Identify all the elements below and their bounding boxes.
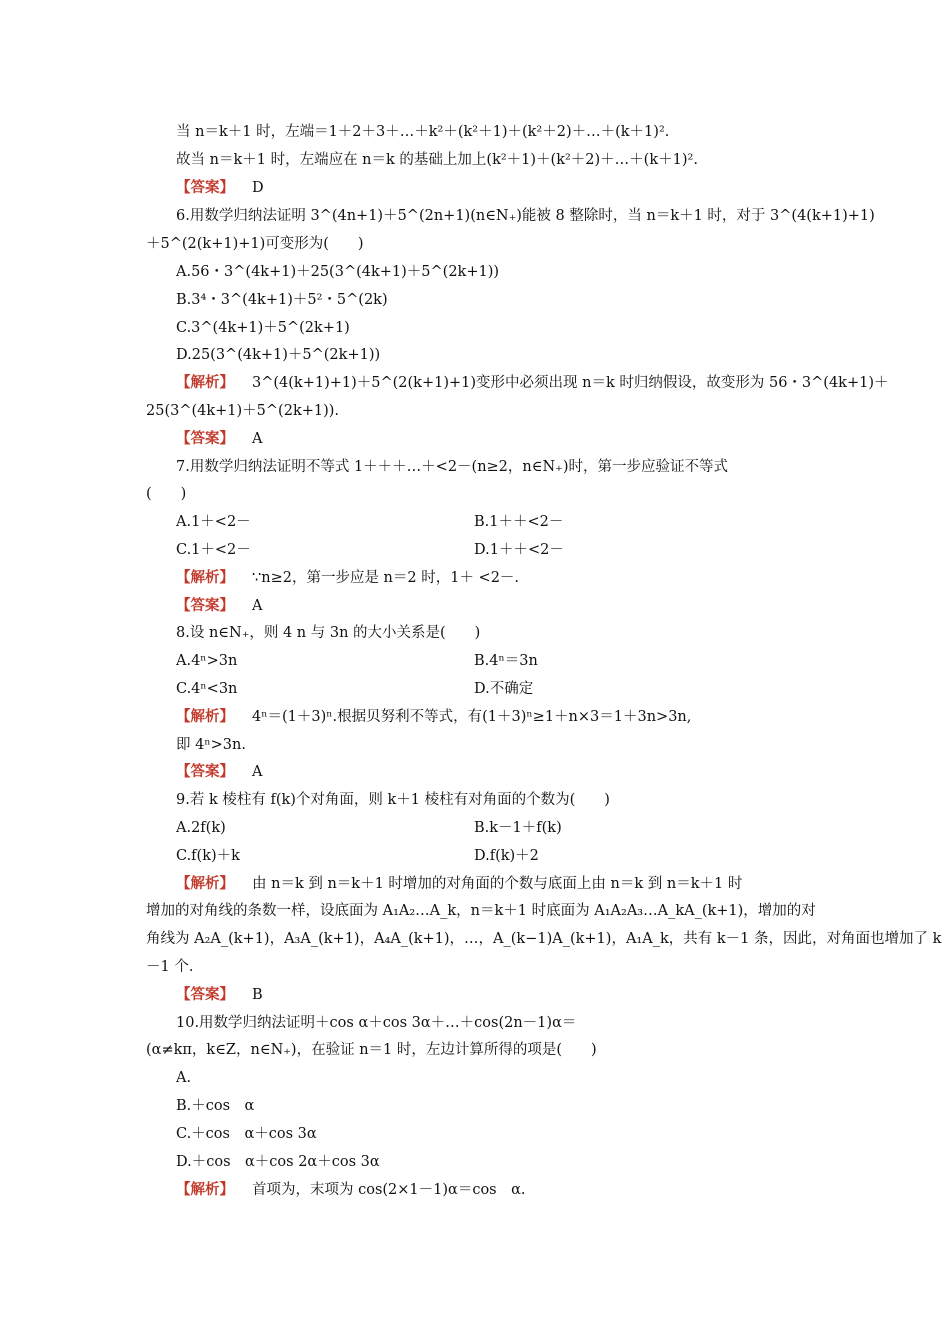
question-6-stem-2: ＋5^(2(k+1)+1)可变形为( ) [146, 236, 364, 252]
answer-value: D [252, 180, 264, 196]
question-7-answer [176, 596, 262, 616]
question-10-stem-1: 10.用数学归纳法证明＋cos α＋cos 3α＋…＋cos(2n－1)α＝ [176, 1015, 577, 1031]
intro-answer [176, 178, 264, 198]
question-10-option-c: C.＋cos α＋cos 3α [176, 1126, 317, 1142]
question-8-option-b: B.4ⁿ＝3n [474, 653, 538, 669]
question-6-analysis-1 [176, 373, 889, 393]
question-6-option-b: B.3⁴・3^(4k+1)＋5²・5^(2k) [176, 292, 388, 308]
question-8-analysis-1 [176, 707, 691, 727]
question-8-option-c: C.4ⁿ<3n [176, 681, 238, 697]
question-10-option-d: D.＋cos α＋cos 2α＋cos 3α [176, 1154, 380, 1170]
analysis-tag: 【解析】 [176, 1181, 234, 1198]
question-7-analysis [176, 568, 519, 588]
question-10-option-a: A. [176, 1070, 192, 1086]
analysis-tag: 【解析】 [176, 569, 234, 586]
question-9-option-a: A.2f(k) [176, 820, 226, 836]
answer-value: A [252, 431, 263, 447]
question-7-option-d: D.1＋＋<2－ [474, 542, 564, 558]
question-8-stem: 8.设 n∈N₊，则 4 n 与 3n 的大小关系是( ) [176, 625, 481, 641]
question-8-answer [176, 762, 262, 782]
answer-value: A [252, 764, 263, 780]
analysis-text: 首项为，末项为 cos(2×1－1)α＝cos α. [252, 1182, 526, 1198]
analysis-tag: 【解析】 [176, 708, 234, 725]
intro-line-2: 故当 n＝k＋1 时，左端应在 n＝k 的基础上加上(k²＋1)＋(k²＋2)＋…＋(k＋1)². [176, 152, 698, 168]
question-9-analysis-2: 增加的对角线的条数一样，设底面为 A₁A₂…A_k，n＝k＋1 时底面为 A₁A₂A₃…A_kA_(k+1)，增加的对 [146, 903, 816, 919]
question-7-stem-1: 7.用数学归纳法证明不等式 1＋＋＋…＋<2－(n≥2，n∈N₊)时，第一步应验证不等式 [176, 459, 728, 475]
analysis-tag: 【解析】 [176, 875, 234, 892]
answer-tag: 【答案】 [176, 986, 234, 1003]
question-6-option-d: D.25(3^(4k+1)＋5^(2k+1)) [176, 347, 381, 363]
question-6-answer [176, 429, 262, 449]
analysis-text: ∵n≥2，第一步应是 n＝2 时，1＋ <2－. [252, 570, 520, 586]
analysis-tag: 【解析】 [176, 374, 234, 391]
question-9-analysis-3: 角线为 A₂A_(k+1)，A₃A_(k+1)，A₄A_(k+1)，…，A_(k−1)A_(k+1)，A₁A_k，共有 k－1 条，因此，对角面也增加了 k [146, 931, 942, 947]
answer-value: B [252, 987, 263, 1003]
answer-value: A [252, 598, 263, 614]
question-7-option-a: A.1＋<2－ [176, 514, 251, 530]
question-9-option-c: C.f(k)＋k [176, 848, 240, 864]
answer-tag: 【答案】 [176, 597, 234, 614]
question-8-analysis-2: 即 4ⁿ>3n. [176, 737, 246, 753]
question-9-stem: 9.若 k 棱柱有 f(k)个对角面，则 k＋1 棱柱有对角面的个数为( ) [176, 792, 610, 808]
intro-line-1: 当 n＝k＋1 时，左端＝1＋2＋3＋…＋k²＋(k²＋1)＋(k²＋2)＋…＋(k＋1)². [176, 124, 670, 140]
analysis-text: 3^(4(k+1)+1)＋5^(2(k+1)+1)变形中必须出现 n＝k 时归纳假设，故变形为 56・3^(4k+1)＋ [252, 375, 889, 391]
question-6-analysis-2: 25(3^(4k+1)＋5^(2k+1)). [146, 403, 340, 419]
question-6-option-a: A.56・3^(4k+1)＋25(3^(4k+1)＋5^(2k+1)) [176, 264, 500, 280]
answer-tag: 【答案】 [176, 179, 234, 196]
question-7-option-c: C.1＋<2－ [176, 542, 251, 558]
question-6-stem-1: 6.用数学归纳法证明 3^(4n+1)＋5^(2n+1)(n∈N₊)能被 8 整除时，当 n＝k＋1 时，对于 3^(4(k+1)+1) [176, 208, 875, 224]
question-9-analysis-1 [176, 874, 742, 894]
question-10-option-b: B.＋cos α [176, 1098, 255, 1114]
question-7-option-b: B.1＋＋<2－ [474, 514, 564, 530]
question-6-option-c: C.3^(4k+1)＋5^(2k+1) [176, 320, 350, 336]
question-8-option-a: A.4ⁿ>3n [176, 653, 238, 669]
question-10-stem-2: (α≠kπ，k∈Z，n∈N₊)，在验证 n＝1 时，左边计算所得的项是( ) [146, 1042, 597, 1058]
analysis-text: 由 n＝k 到 n＝k＋1 时增加的对角面的个数与底面上由 n＝k 到 n＝k＋1 时 [252, 876, 743, 892]
answer-tag: 【答案】 [176, 430, 234, 447]
question-7-stem-2: ( ) [146, 486, 187, 502]
question-10-analysis [176, 1180, 526, 1200]
answer-tag: 【答案】 [176, 763, 234, 780]
question-9-option-d: D.f(k)＋2 [474, 848, 539, 864]
question-9-analysis-4: －1 个. [146, 959, 194, 975]
analysis-text: 4ⁿ＝(1＋3)ⁿ.根据贝努利不等式，有(1＋3)ⁿ≥1＋n×3＝1＋3n>3n, [252, 709, 692, 725]
question-9-answer [176, 985, 263, 1005]
question-9-option-b: B.k－1＋f(k) [474, 820, 562, 836]
question-8-option-d: D.不确定 [474, 681, 534, 697]
